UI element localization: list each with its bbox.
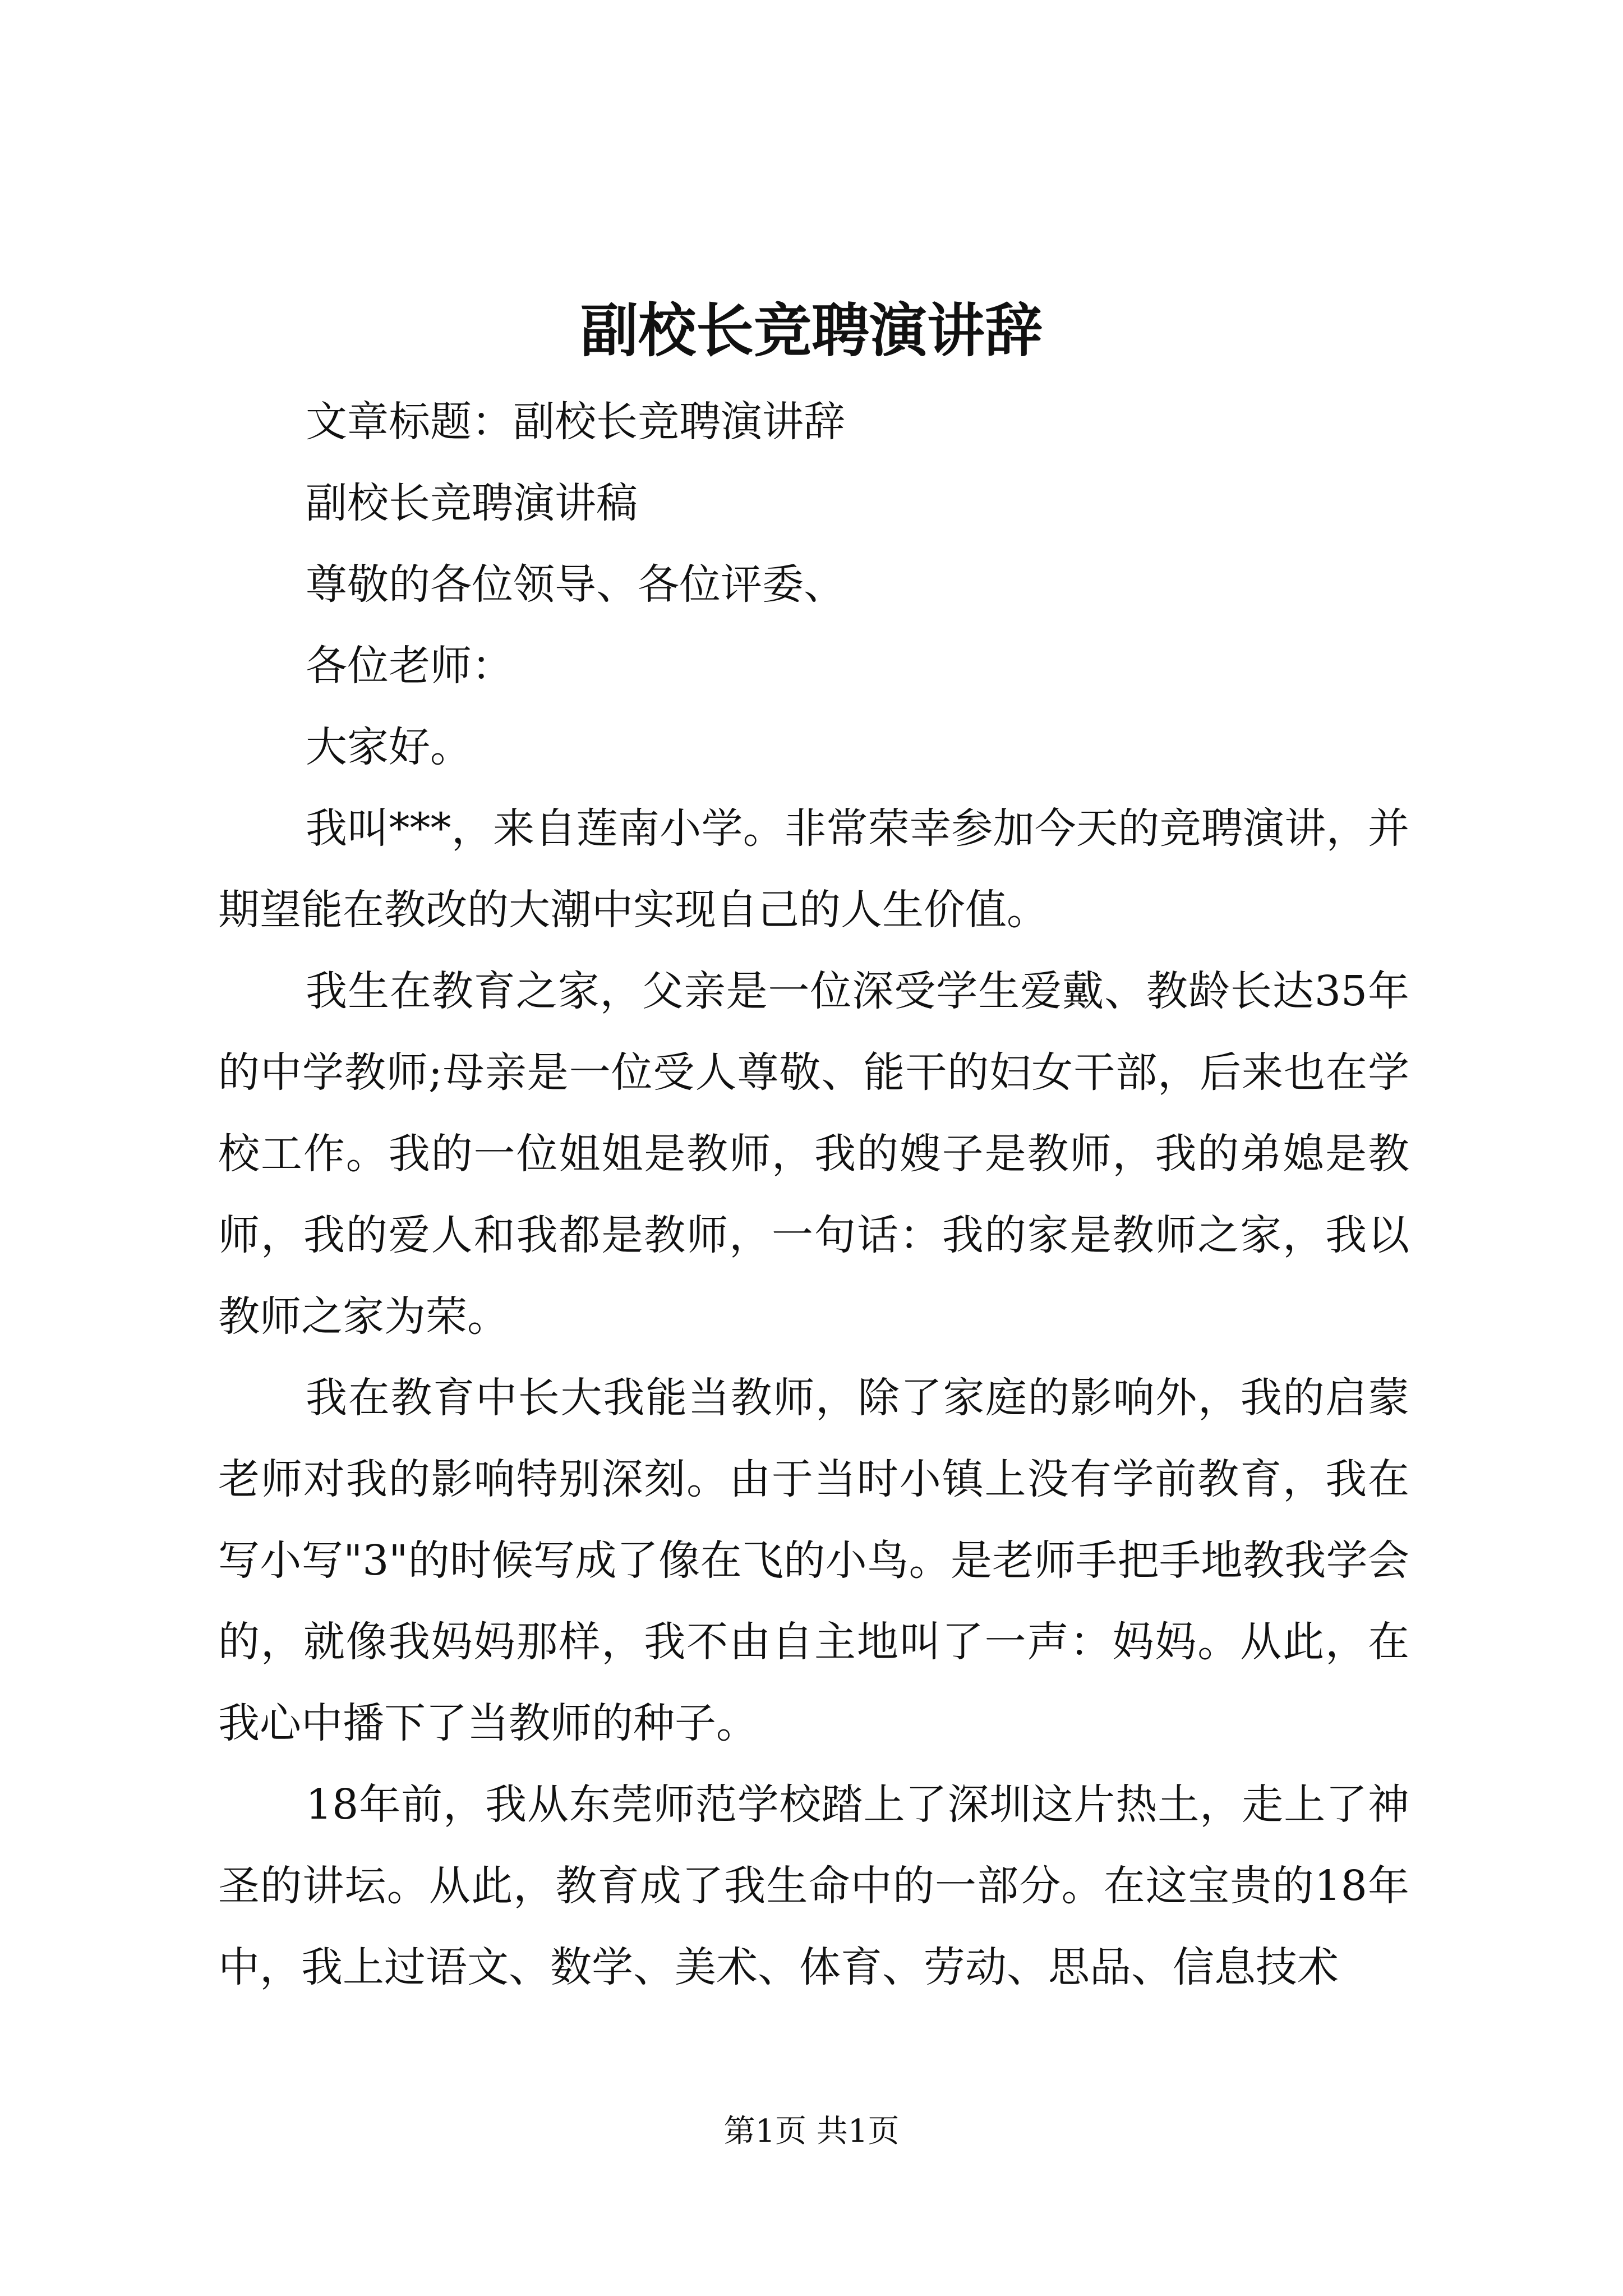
- greeting-line: 大家好。: [306, 723, 472, 771]
- subtitle-line: 副校长竞聘演讲稿: [306, 479, 638, 527]
- paragraph-growth: 我在教育中长大我能当教师，除了家庭的影响外，我的启蒙老师对我的影响特别深刻。由于当时小镇上没有学前教育，我在写小写"3"的时候写成了像在飞的小鸟。是老师手把手地教我学会的，就像我妈妈那样，我不由自主地叫了一声：妈妈。从此，在我心中播下了当教师的种子。: [218, 1374, 1409, 1747]
- document-title: 副校长竞聘演讲辞: [580, 297, 1043, 365]
- paragraph-introduction: 我叫***，来自莲南小学。非常荣幸参加今天的竞聘演讲，并期望能在教改的大潮中实现自己的人生价值。: [218, 804, 1409, 934]
- salutation-line-2: 各位老师：: [306, 642, 513, 690]
- document-body: [218, 381, 1409, 2008]
- paragraph-career: 18年前，我从东莞师范学校踏上了深圳这片热土，走上了神圣的讲坛。从此，教育成了我生命中的一部分。在这宝贵的18年中，我上过语文、数学、美术、体育、劳动、思品、信息技术: [218, 1780, 1409, 1991]
- page-footer: 第1页 共1页: [723, 2113, 900, 2150]
- salutation-line: 尊敬的各位领导、各位评委、: [306, 560, 845, 609]
- paragraph-family: 我生在教育之家，父亲是一位深受学生爱戴、教龄长达35年的中学教师;母亲是一位受人尊敬、能干的妇女干部，后来也在学校工作。我的一位姐姐是教师，我的嫂子是教师，我的弟媳是教师，我的爱人和我都是教师，一句话：我的家是教师之家，我以教师之家为荣。: [218, 967, 1409, 1341]
- article-title-line: 文章标题：副校长竞聘演讲辞: [306, 398, 845, 446]
